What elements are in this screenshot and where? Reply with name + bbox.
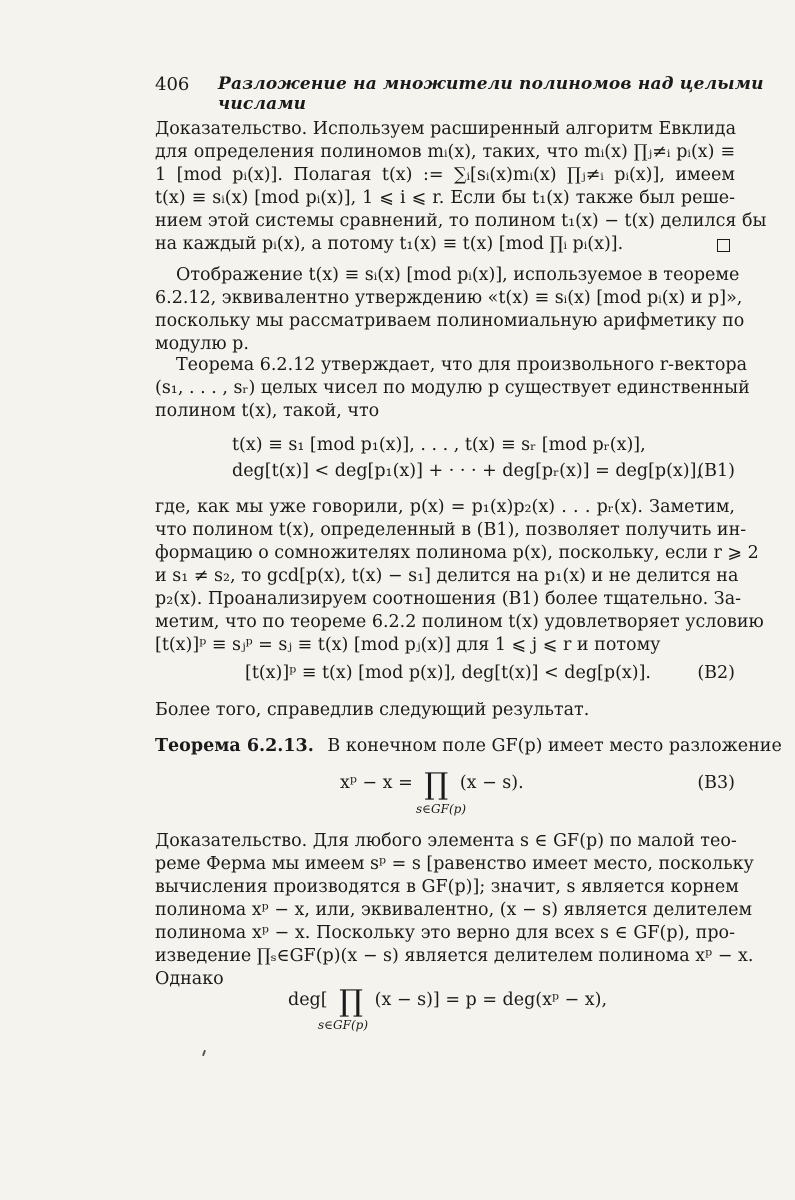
eq-b3-number: (B3) bbox=[697, 773, 735, 793]
para1-line-2: 6.2.12, эквивалентно утверждению «t(x) ≡ sᵢ(x) [mod pᵢ(x) и p]», bbox=[155, 288, 743, 308]
eq-degree-rhs: (x − s)] = p = deg(xᵖ − x), bbox=[374, 990, 608, 1010]
eq-b2: [t(x)]ᵖ ≡ t(x) [mod p(x)], deg[t(x)] < deg[p(x)]. bbox=[245, 663, 651, 683]
proof1-line-5: нием этой системы сравнений, то полином t₁(x) − t(x) делился бы bbox=[155, 211, 767, 231]
eq-b1-line-1: t(x) ≡ s₁ [mod p₁(x)], . . . , t(x) ≡ sᵣ [mod pᵣ(x)], bbox=[232, 435, 646, 455]
para3-line-2: что полином t(x), определенный в (B1), позволяет получить ин- bbox=[155, 520, 747, 540]
proof2-line-3: вычисления производятся в GF(p)]; значит, s является корнем bbox=[155, 877, 739, 897]
para1-line-1: Отображение t(x) ≡ sᵢ(x) [mod pᵢ(x)], используемое в теореме bbox=[176, 265, 740, 285]
eq-b3-lhs: xᵖ − x = bbox=[340, 773, 413, 793]
running-title: Разложение на множители полиномов над целыми числами bbox=[218, 74, 764, 114]
proof1-line-2: для определения полиномов mᵢ(x), таких, что mᵢ(x) ∏ⱼ≠ᵢ pᵢ(x) ≡ bbox=[155, 142, 735, 162]
proof1-line-4: t(x) ≡ sᵢ(x) [mod pᵢ(x)], 1 ⩽ i ⩽ r. Если бы t₁(x) также был реше- bbox=[155, 188, 735, 208]
eq-b1-line-2: deg[t(x)] < deg[p₁(x)] + · · · + deg[pᵣ(x)] = deg[p(x)], bbox=[232, 461, 703, 481]
para3-line-6: метим, что по теореме 6.2.2 полином t(x) удовлетворяет условию bbox=[155, 612, 764, 632]
proof2-line-7: Однако bbox=[155, 969, 224, 989]
para2-line-3: полином t(x), такой, что bbox=[155, 401, 380, 421]
para4: Более того, справедлив следующий результат. bbox=[155, 700, 590, 720]
eq-b3-subscript: s∈GF(p) bbox=[416, 802, 466, 816]
para3-line-3: формацию о сомножителях полинома p(x), поскольку, если r ⩾ 2 bbox=[155, 543, 759, 563]
para1-line-3: поскольку мы рассматриваем полиномиальную арифметику по bbox=[155, 311, 745, 331]
proof2-line-4: полинома xᵖ − x, или, эквивалентно, (x − s) является делителем bbox=[155, 900, 753, 920]
eq-b3 bbox=[340, 767, 640, 802]
proof2-line-1: Доказательство. Для любого элемента s ∈ GF(p) по малой тео- bbox=[155, 831, 737, 851]
product-symbol-icon: ∏ bbox=[339, 984, 364, 1019]
para3-line-5: p₂(x). Проанализируем соотношения (B1) более тщательно. За- bbox=[155, 589, 742, 609]
qed-square-icon bbox=[717, 239, 730, 252]
proof2-line-2: реме Ферма мы имеем sᵖ = s [равенство имеет место, поскольку bbox=[155, 854, 754, 874]
para3-line-4: и s₁ ≠ s₂, то gcd[p(x), t(x) − s₁] делится на p₁(x) и не делится на bbox=[155, 566, 739, 586]
proof1-line-1: Доказательство. Используем расширенный алгоритм Евклида bbox=[155, 119, 737, 139]
para3-line-1: где, как мы уже говорили, p(x) = p₁(x)p₂(x) . . . pᵣ(x). Заметим, bbox=[155, 497, 735, 517]
stray-mark bbox=[202, 1050, 206, 1056]
proof1-line-3: 1 [mod pᵢ(x)]. Полагая t(x) := ∑ᵢ[sᵢ(x)mᵢ(x) ∏ⱼ≠ᵢ pᵢ(x)], имеем bbox=[155, 165, 735, 185]
product-symbol-icon: ∏ bbox=[424, 767, 449, 802]
para2-line-2: (s₁, . . . , sᵣ) целых чисел по модулю p существует единственный bbox=[155, 378, 750, 398]
para2-line-1: Теорема 6.2.12 утверждает, что для произвольного r-вектора bbox=[176, 355, 748, 375]
eq-degree-lhs: deg[ bbox=[288, 990, 328, 1010]
theorem-text: В конечном поле GF(p) имеет место разложение bbox=[327, 736, 782, 756]
eq-degree-subscript: s∈GF(p) bbox=[318, 1018, 368, 1032]
theorem-label: Теорема 6.2.13. bbox=[155, 736, 314, 756]
eq-b2-number: (B2) bbox=[697, 663, 735, 683]
eq-b3-rhs: (x − s). bbox=[459, 773, 524, 793]
eq-b1-number: (B1) bbox=[697, 461, 735, 481]
proof2-line-5: полинома xᵖ − x. Поскольку это верно для всех s ∈ GF(p), про- bbox=[155, 923, 735, 943]
proof2-line-6: изведение ∏ₛ∈GF(p)(x − s) является делителем полинома xᵖ − x. bbox=[155, 946, 754, 966]
theorem-6-2-13 bbox=[155, 735, 782, 757]
para3-line-7: [t(x)]ᵖ ≡ sⱼᵖ = sⱼ ≡ t(x) [mod pⱼ(x)] для 1 ⩽ j ⩽ r и потому bbox=[155, 635, 661, 655]
eq-degree bbox=[288, 984, 648, 1019]
para1-line-4: модулю p. bbox=[155, 334, 249, 354]
proof1-line-6: на каждый pᵢ(x), а потому t₁(x) ≡ t(x) [mod ∏ᵢ pᵢ(x)]. bbox=[155, 234, 624, 254]
page-number: 406 bbox=[155, 74, 190, 95]
